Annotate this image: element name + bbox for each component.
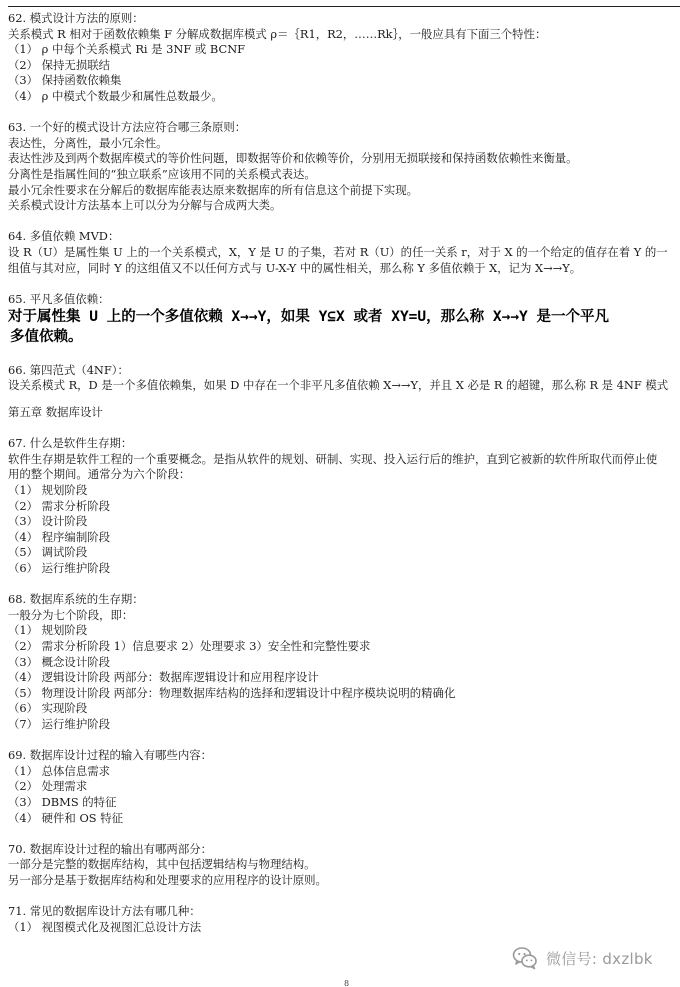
list-item: （6） 实现阶段 xyxy=(8,701,88,716)
list-item: （1） 规划阶段 xyxy=(8,483,88,498)
list-item: （2） 需求分析阶段 1）信息要求 2）处理要求 3）安全性和完整性要求 xyxy=(8,638,371,653)
section-67-title: 67. 什么是软件生存期： xyxy=(8,436,133,451)
list-item: （5） 物理设计阶段 两部分：物理数据库结构的选择和逻辑设计中程序模块说明的精确化 xyxy=(8,685,456,700)
paragraph-line: 关系模式设计方法基本上可以分为分解与合成两大类。 xyxy=(8,198,282,213)
section-68-title: 68. 数据库系统的生存期： xyxy=(8,592,144,607)
paragraph-line: 另一部分是基于数据库结构和处理要求的应用程序的设计原则。 xyxy=(8,872,327,887)
section-70-title: 70. 数据库设计过程的输出有哪两部分： xyxy=(8,841,212,856)
definition-line: 对于属性集 U 上的一个多值依赖 X→→Y，如果 Y⊆X 或者 XY=U，那么称 X→→Y 是一个平凡 xyxy=(8,309,610,326)
paragraph-line: 用的整个期间。通常分为六个阶段： xyxy=(8,467,191,482)
list-item: （3） DBMS 的特征 xyxy=(8,794,117,809)
paragraph-line: 组值与其对应，同时 Y 的这组值又不以任何方式与 U-X-Y 中的属性相关，那么称 Y 多值依赖于 X，记为 X→→Y。 xyxy=(8,260,582,275)
list-item: （7） 运行维护阶段 xyxy=(8,716,110,731)
paragraph-line: 设关系模式 R，D 是一个多值依赖集，如果 D 中存在一个非平凡多值依赖 X→→Y，并且 X 必是 R 的超键，那么称 R 是 4NF 模式 xyxy=(8,378,669,393)
definition-line: 多值依赖。 xyxy=(10,329,83,346)
section-64-title: 64. 多值依赖 MVD： xyxy=(8,229,120,244)
list-item: （3） 保持函数依赖集 xyxy=(8,73,122,88)
document-body xyxy=(8,11,680,935)
paragraph-line: 最小冗余性要求在分解后的数据库能表达原来数据库的所有信息这个前提下实现。 xyxy=(8,182,419,197)
paragraph-line: 表达性，分离性，最小冗余性。 xyxy=(8,135,168,150)
paragraph-line: 一部分是完整的数据库结构，其中包括逻辑结构与物理结构。 xyxy=(8,857,316,872)
paragraph-line: 表达性涉及到两个数据库模式的等价性问题，即数据等价和依赖等价，分别用无损联接和保持函数依赖性来衡量。 xyxy=(8,151,578,166)
section-71-title: 71. 常见的数据库设计方法有哪几种： xyxy=(8,904,201,919)
section-66-title: 66. 第四范式（4NF）： xyxy=(8,362,129,377)
paragraph-line: 分离性是指属性间的“独立联系”应该用不同的关系模式表达。 xyxy=(8,166,316,181)
section-62-intro: 关系模式 R 相对于函数依赖集 F 分解成数据库模式 ρ＝｛R1，R2，……Rk｝，一般应具有下面三个特性： xyxy=(8,26,547,41)
paragraph-line: 软件生存期是软件工程的一个重要概念。是指从软件的规划、研制、实现、投入运行后的维护，直到它被新的软件所取代而停止使 xyxy=(8,451,658,466)
watermark-text: 微信号: dxzlbk xyxy=(546,949,653,968)
section-63-title: 63. 一个好的模式设计方法应符合哪三条原则： xyxy=(8,120,247,135)
wechat-watermark xyxy=(512,944,680,972)
list-item: （4） 程序编制阶段 xyxy=(8,529,110,544)
page-number: 8 xyxy=(344,979,350,987)
list-item: （2） 保持无损联结 xyxy=(8,57,110,72)
list-item: （3） 设计阶段 xyxy=(8,514,88,529)
list-item: （5） 调试阶段 xyxy=(8,545,88,560)
list-item: （1） 视图模式化及视图汇总设计方法 xyxy=(8,919,202,934)
section-68-intro: 一般分为七个阶段，即： xyxy=(8,607,134,622)
list-item: （4） ρ 中模式个数最少和属性总数最少。 xyxy=(8,88,223,103)
header-rule xyxy=(8,6,680,7)
list-item: （1） 总体信息需求 xyxy=(8,763,110,778)
list-item: （6） 运行维护阶段 xyxy=(8,561,110,575)
list-item: （2） 处理需求 xyxy=(8,779,88,794)
list-item: （1） 规划阶段 xyxy=(8,623,88,638)
section-62-title: 62. 模式设计方法的原则： xyxy=(8,11,144,25)
wechat-icon xyxy=(512,945,538,971)
list-item: （4） 硬件和 OS 特征 xyxy=(8,810,123,825)
section-65-title: 65. 平凡多值依赖： xyxy=(8,291,110,306)
list-item: （1） ρ 中每个关系模式 Ri 是 3NF 或 BCNF xyxy=(8,42,246,57)
list-item: （2） 需求分析阶段 xyxy=(8,498,110,513)
list-item: （3） 概念设计阶段 xyxy=(8,654,110,669)
chapter-heading: 第五章 数据库设计 xyxy=(8,405,103,420)
paragraph-line: 设 R（U）是属性集 U 上的一个关系模式，X，Y 是 U 的子集，若对 R（U）的任一关系 r，对于 X 的一个给定的值存在着 Y 的一 xyxy=(8,244,668,259)
list-item: （4） 逻辑设计阶段 两部分：数据库逻辑设计和应用程序设计 xyxy=(8,670,319,685)
section-69-title: 69. 数据库设计过程的输入有哪些内容： xyxy=(8,748,212,763)
